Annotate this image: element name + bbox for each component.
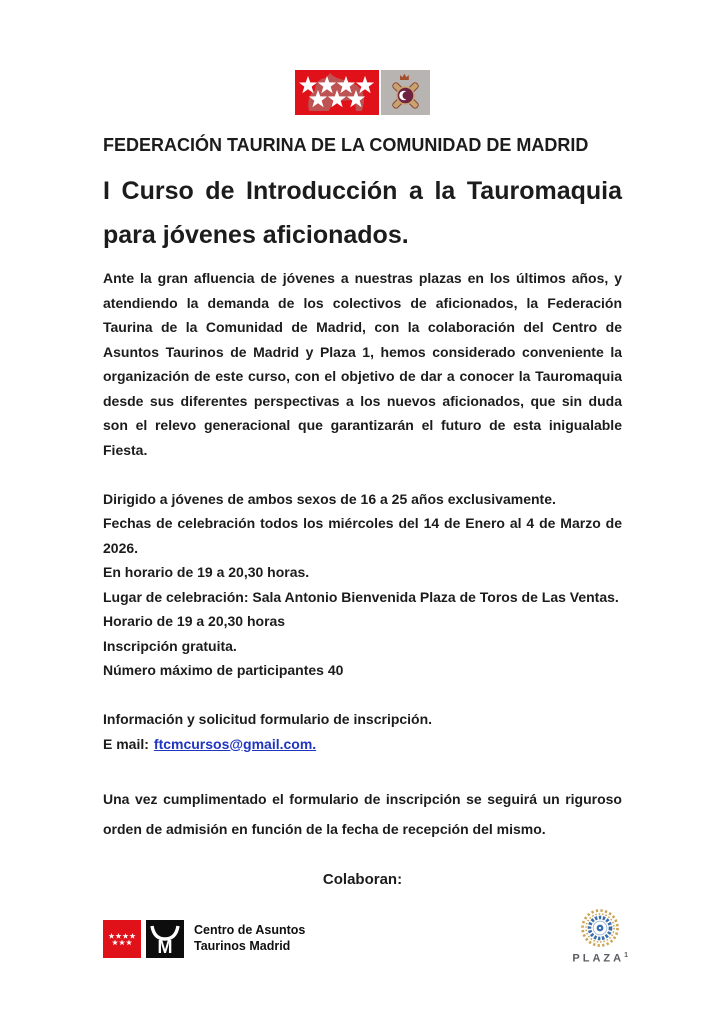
detail-line: Dirigido a jóvenes de ambos sexos de 16 a 25 años exclusivamente. (103, 490, 556, 507)
detail-line: En horario de 19 a 20,30 horas. (103, 564, 310, 580)
medal-cross-icon (381, 70, 430, 115)
plaza-name-sup: 1 (624, 952, 628, 959)
catm-logo (103, 920, 305, 958)
detail-line: Inscripción gratuita. (103, 637, 237, 654)
detail-line: Fechas de celebración todos los miércoles del 14 de Enero al 4 de Marzo de 2026. (103, 515, 622, 556)
plaza-rosette-icon (579, 907, 621, 949)
catm-name (194, 923, 305, 954)
intro-paragraph: Ante la gran afluencia de jóvenes a nuestras plazas en los últimos años, y atendiendo la demanda de los colectivos de aficionados, la Federación Taurina de la Comunidad de Madrid, con la colaboración del Centro de Asuntos Taurinos de Madrid y Plaza 1, hemos considerado conveniente la organización de este curso, con el objetivo de dar a conocer la Tauromaquia desde sus diferentes perspectivas a los nuevos aficionados, que sin duda son el relevo generacional que garantizarán el futuro de esta inigualable Fiesta. (103, 270, 622, 458)
svg-text:M: M (157, 936, 173, 957)
detail-line: Lugar de celebración: Sala Antonio Bienvenida Plaza de Toros de Las Ventas. (103, 588, 619, 605)
contact-block (103, 707, 622, 756)
page-title (103, 169, 622, 257)
plaza1-logo (572, 907, 628, 965)
federation-logo (103, 70, 622, 115)
plaza-name (572, 952, 628, 965)
closing-paragraph: Una vez cumplimentado el formulario de inscripción se seguirá un riguroso orden de admisión en función de la fecha de recepción del mismo. (103, 791, 622, 837)
detail-line: Número máximo de participantes 40 (103, 662, 344, 678)
catm-name-line1: Centro de Asuntos (194, 923, 306, 938)
title-line-1: I Curso de Introducción a la Tauromaquia (103, 177, 622, 205)
detail-line: Horario de 19 a 20,30 horas (103, 613, 286, 629)
collaborator-logos (103, 913, 628, 965)
org-name: FEDERACIÓN TAURINA DE LA COMUNIDAD DE MADRID (103, 135, 589, 155)
title-line-2: para jóvenes aficionados. (103, 221, 409, 249)
catm-name-line2: Taurinos Madrid (194, 938, 291, 953)
collaborators-label: Colaboran: (322, 871, 403, 888)
info-line: Información y solicitud formulario de inscripción. (103, 711, 433, 727)
madrid-flag-logo (295, 70, 379, 115)
plaza-name-text: PLAZA (572, 952, 625, 965)
email-link[interactable]: ftcmcursos@gmail.com. (153, 735, 317, 752)
madrid-flag-icon (103, 920, 141, 958)
course-details (103, 487, 622, 683)
bull-m-icon (146, 920, 184, 958)
email-label: E mail: (103, 735, 149, 752)
email-line (103, 732, 622, 757)
